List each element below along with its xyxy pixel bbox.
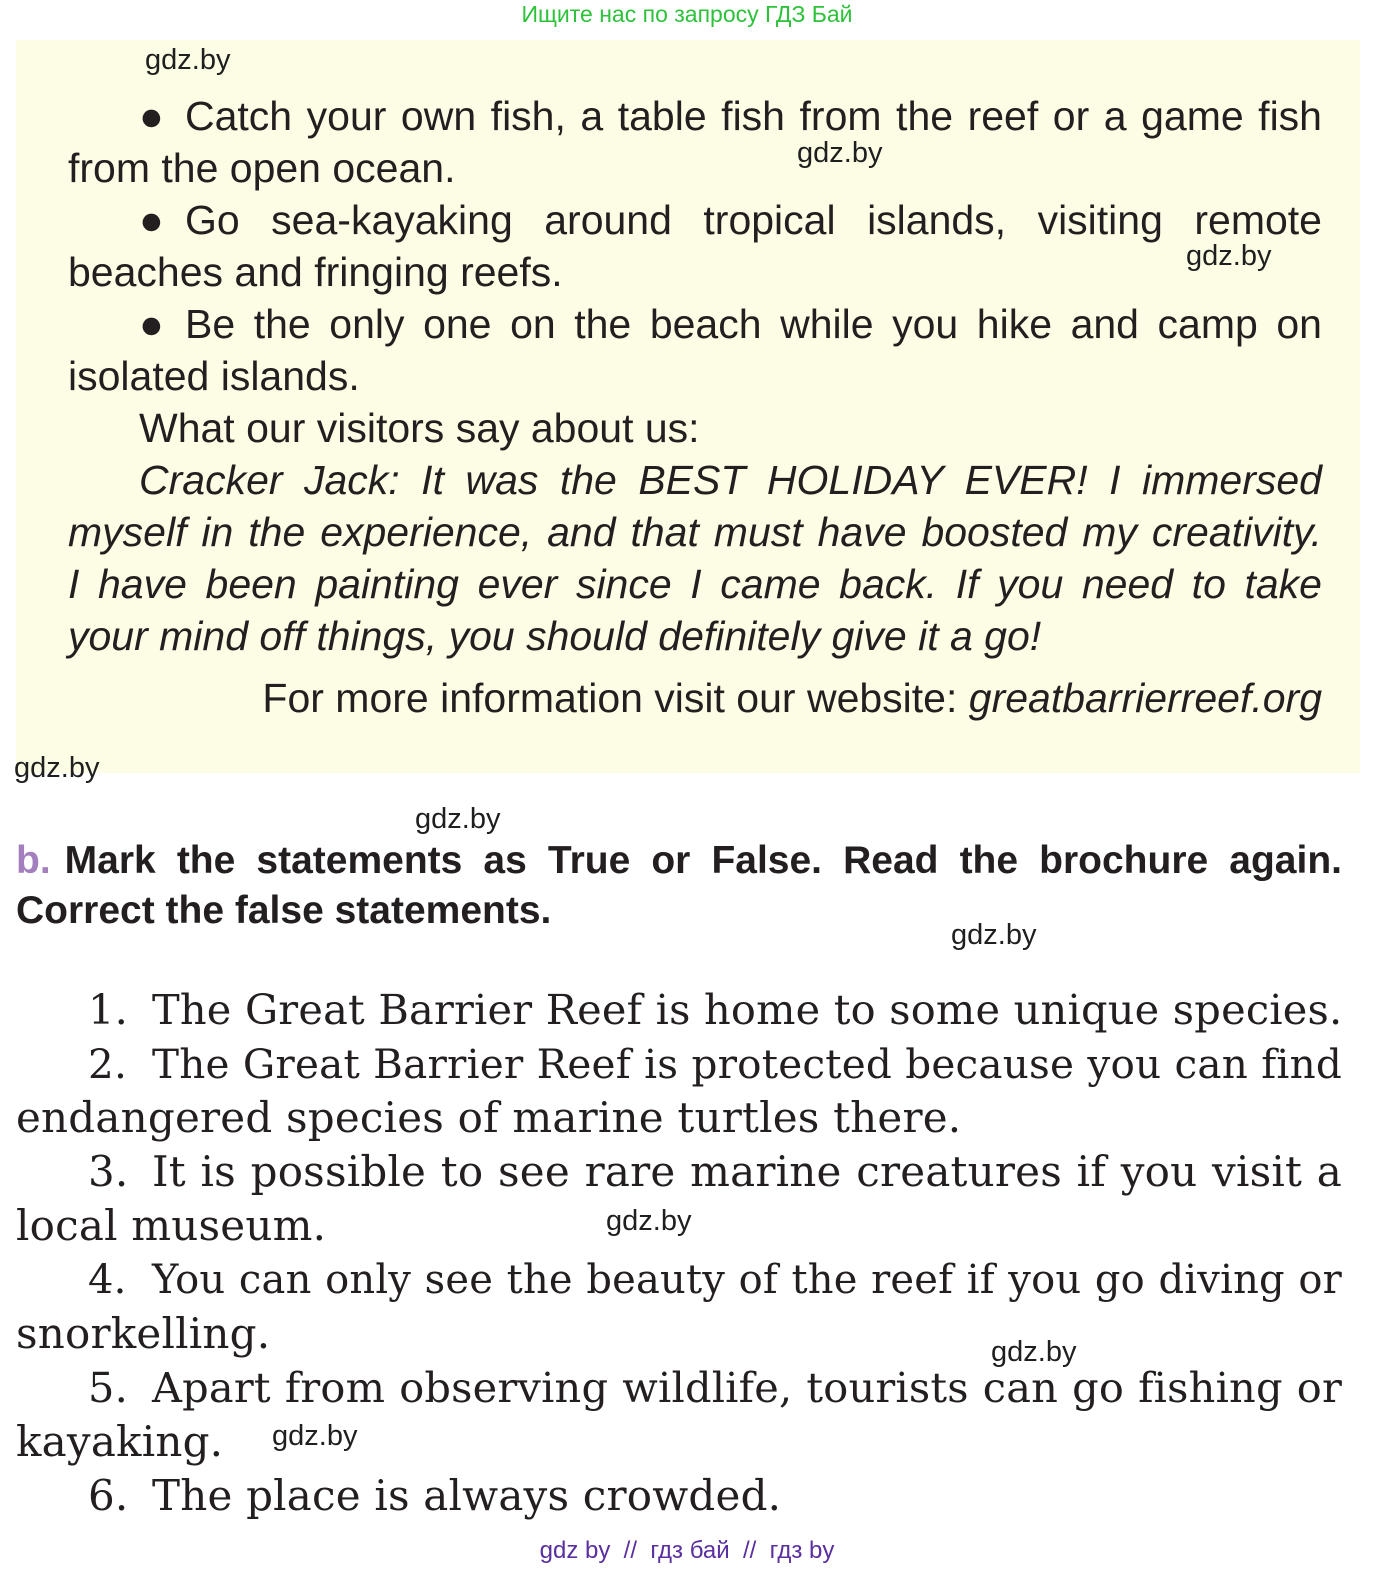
watermark: gdz.by — [14, 752, 100, 784]
bullet-2-line-2: beaches and fringing reefs. — [68, 249, 563, 295]
watermark: gdz.by — [991, 1336, 1077, 1368]
testimonial-line-2: myself in the experience, and that must have boosted my creativity. — [68, 509, 1322, 555]
top-banner: Ищите нас по запросу ГДЗ Бай — [521, 1, 853, 27]
statement-6: 6. The place is always crowded. — [88, 1471, 782, 1520]
brochure-box — [16, 40, 1360, 773]
statement-2-line-2: endangered species of marine turtles there. — [16, 1093, 962, 1142]
bullet-2-line-1: ● Go sea-kayaking around tropical islands, visiting remote — [139, 194, 1322, 246]
visitors-heading: What our visitors say about us: — [139, 405, 700, 451]
task-letter: b. — [16, 839, 51, 882]
website-link[interactable]: greatbarrierreef.org — [968, 675, 1322, 721]
bullet-1-line-1: ● Catch your own fish, a table fish from the reef or a game fish — [139, 90, 1322, 142]
task-heading-line-2: Correct the false statements. — [16, 889, 552, 932]
statement-4-line-1: 4. You can only see the beauty of the reef if you go diving or — [88, 1257, 1342, 1303]
watermark: gdz.by — [415, 803, 501, 835]
watermark: gdz.by — [606, 1205, 692, 1237]
watermark: gdz.by — [272, 1420, 358, 1452]
statement-1: 1. The Great Barrier Reef is home to some unique species. — [88, 985, 1343, 1034]
statement-3-line-2: local museum. — [16, 1201, 327, 1250]
statement-3-line-1: 3. It is possible to see rare marine creatures if you visit a — [88, 1147, 1342, 1196]
footer-watermark: gdz by // гдз бай // гдз by — [539, 1537, 835, 1564]
statement-5-line-1: 5. Apart from observing wildlife, tourists can go fishing or — [88, 1363, 1342, 1412]
bullet-dot-icon: ● — [139, 93, 164, 139]
testimonial-line-4: your mind off things, you should definitely give it a go! — [68, 613, 1042, 659]
statement-5-line-2: kayaking. — [16, 1417, 224, 1466]
watermark: gdz.by — [1186, 240, 1272, 272]
bullet-3-line-2: isolated islands. — [68, 353, 360, 399]
testimonial-line-3: I have been painting ever since I came back. If you need to take — [68, 561, 1322, 607]
task-heading-line-1: b. Mark the statements as True or False. Read the brochure again. — [16, 839, 1342, 882]
bullet-3-line-1: ● Be the only one on the beach while you hike and camp on — [139, 298, 1322, 350]
bullet-dot-icon: ● — [139, 197, 164, 243]
testimonial-line-1: Cracker Jack: It was the BEST HOLIDAY EVER! I immersed — [139, 457, 1322, 503]
statement-4-line-2: snorkelling. — [16, 1309, 271, 1358]
bullet-1-line-2: from the open ocean. — [68, 145, 456, 191]
watermark: gdz.by — [797, 137, 883, 169]
website-line: For more information visit our website: greatbarrierreef.org — [262, 675, 1322, 721]
watermark: gdz.by — [951, 919, 1037, 951]
statement-2-line-1: 2. The Great Barrier Reef is protected because you can find — [88, 1040, 1342, 1088]
watermark: gdz.by — [145, 44, 231, 76]
bullet-dot-icon: ● — [139, 301, 164, 347]
